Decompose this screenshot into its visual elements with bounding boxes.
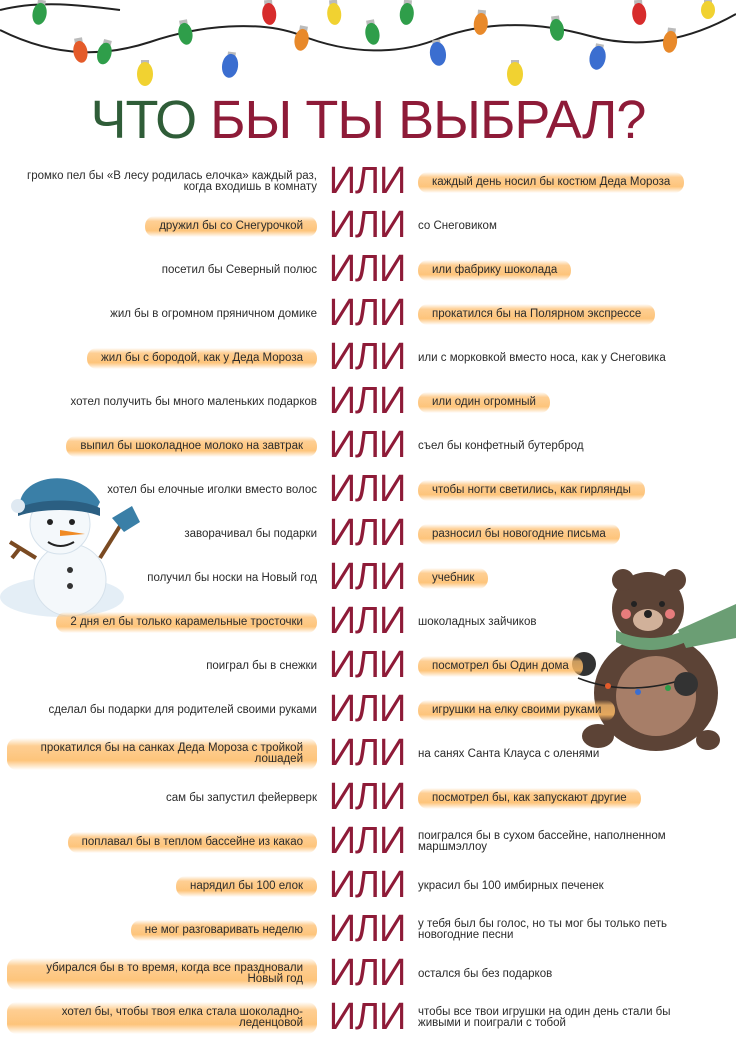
or-label: ИЛИ [328,864,406,906]
or-label: ИЛИ [328,820,406,862]
choice-left-text: поиграл бы в снежки [206,659,317,672]
or-label: ИЛИ [328,204,406,246]
choice-right-text: разносил бы новогодние письма [418,524,620,545]
or-label: ИЛИ [328,556,406,598]
title-part-green: ЧТО [90,90,197,150]
choice-row [0,292,736,336]
choice-right-text: прокатился бы на Полярном экспрессе [418,304,655,325]
choice-row [0,908,736,952]
or-label: ИЛИ [328,424,406,466]
choice-left-text: 2 дня ел бы только карамельные тросточки [56,612,317,633]
choice-row [0,952,736,996]
choice-right [418,864,693,908]
choice-row [0,776,736,820]
choice-left-text: сам бы запустил фейерверк [165,791,317,804]
choice-left [7,336,317,380]
choice-right [418,424,693,468]
choice-right-text: или один огромный [418,392,550,413]
choice-right-text: каждый день носил бы костюм Деда Мороза [418,172,684,193]
choice-left [7,204,317,248]
choice-right-text: игрушки на елку своими руками [418,700,615,721]
or-label: ИЛИ [328,688,406,730]
or-label: ИЛИ [328,336,406,378]
choice-row [0,248,736,292]
choice-right [418,336,693,380]
choice-right-text: чтобы ногти светились, как гирлянды [418,480,645,501]
choice-left-text: хотел бы, чтобы твоя елка стала шоколадно-леденцовой [7,1002,317,1034]
choice-right-text: у тебя был бы голос, но ты мог бы только петь новогодние песни [418,918,668,941]
choice-left [7,248,317,292]
choice-right [418,204,693,248]
or-label: ИЛИ [328,952,406,994]
choice-left [7,732,317,776]
choice-left-text: громко пел бы «В лесу родилась елочка» каждый раз, когда входишь в комнату [27,170,317,193]
choice-right [418,820,693,864]
choice-right-text: чтобы все твои игрушки на один день стали бы живыми и поиграли с тобой [418,1006,671,1029]
choice-left-text: сделал бы подарки для родителей своими руками [48,703,317,716]
choice-row [0,820,736,864]
choice-left [7,908,317,952]
choice-left [7,952,317,996]
or-label: ИЛИ [328,160,406,202]
or-label: ИЛИ [328,600,406,642]
or-label: ИЛИ [328,292,406,334]
choice-left-text: получил бы носки на Новый год [147,571,317,584]
choice-right [418,776,693,820]
choice-row [0,864,736,908]
choice-right [418,380,693,424]
choice-right-text: или с морковкой вместо носа, как у Снеговика [418,351,666,364]
choice-left-text: поплавал бы в теплом бассейне из какао [68,832,317,853]
choice-row [0,160,736,204]
choice-left-text: заворачивал бы подарки [184,527,317,540]
choice-left-text: не мог разговаривать неделю [131,920,317,941]
choice-row [0,996,736,1040]
title-part-red: БЫ ТЫ ВЫБРАЛ? [210,90,646,150]
choice-left [7,688,317,732]
choice-row [0,336,736,380]
or-label: ИЛИ [328,644,406,686]
choice-right-text: учебник [418,568,488,589]
choice-left [7,160,317,204]
choice-right-text: на санях Санта Клауса с оленями [418,747,600,760]
choice-left-text: жил бы в огромном пряничном домике [110,307,317,320]
or-label: ИЛИ [328,732,406,774]
choice-left-text: прокатился бы на санках Деда Мороза с тройкой лошадей [7,738,317,770]
choice-right-text: украсил бы 100 имбирных печенек [418,879,604,892]
or-label: ИЛИ [328,908,406,950]
choice-right [418,160,693,204]
choice-left [7,292,317,336]
choice-right-text: или фабрику шоколада [418,260,571,281]
choice-right [418,248,693,292]
or-label: ИЛИ [328,776,406,818]
or-label: ИЛИ [328,380,406,422]
choice-left [7,380,317,424]
choice-left-text: хотел бы елочные иголки вместо волос [107,483,317,496]
choice-left-text: выпил бы шоколадное молоко на завтрак [66,436,317,457]
page-title [0,88,736,152]
choice-left-text: хотел получить бы много маленьких подарков [70,395,317,408]
choice-right-text: съел бы конфетный бутерброд [418,439,584,452]
choice-right-text: остался бы без подарков [418,967,553,980]
choice-right-text: посмотрел бы Один дома [418,656,583,677]
choice-right [418,908,693,952]
choice-left [7,644,317,688]
choice-left [7,776,317,820]
choice-right-text: поигрался бы в сухом бассейне, наполненном маршмэллоу [418,830,666,853]
or-label: ИЛИ [328,512,406,554]
choice-left-text: убирался бы в то время, когда все праздновали Новый год [7,958,317,990]
choice-left [7,864,317,908]
choice-right [418,996,693,1040]
choice-row [0,380,736,424]
choice-left-text: посетил бы Северный полюс [161,263,317,276]
choice-left [7,820,317,864]
choice-right [418,952,693,996]
string-lights-decoration [0,0,736,100]
bear-illustration [568,568,736,753]
choice-left-text: нарядил бы 100 елок [176,876,317,897]
choice-row [0,204,736,248]
choice-left-text: жил бы с бородой, как у Деда Мороза [87,348,317,369]
choice-left [7,996,317,1040]
or-label: ИЛИ [328,248,406,290]
choice-right-text: со Снеговиком [418,219,497,232]
choice-right-text: шоколадных зайчиков [418,615,537,628]
choice-right [418,292,693,336]
or-label: ИЛИ [328,996,406,1038]
choice-right [418,468,693,512]
choice-right [418,512,693,556]
or-label: ИЛИ [328,468,406,510]
choice-left-text: дружил бы со Снегурочкой [145,216,317,237]
choice-right-text: посмотрел бы, как запускают другие [418,788,641,809]
